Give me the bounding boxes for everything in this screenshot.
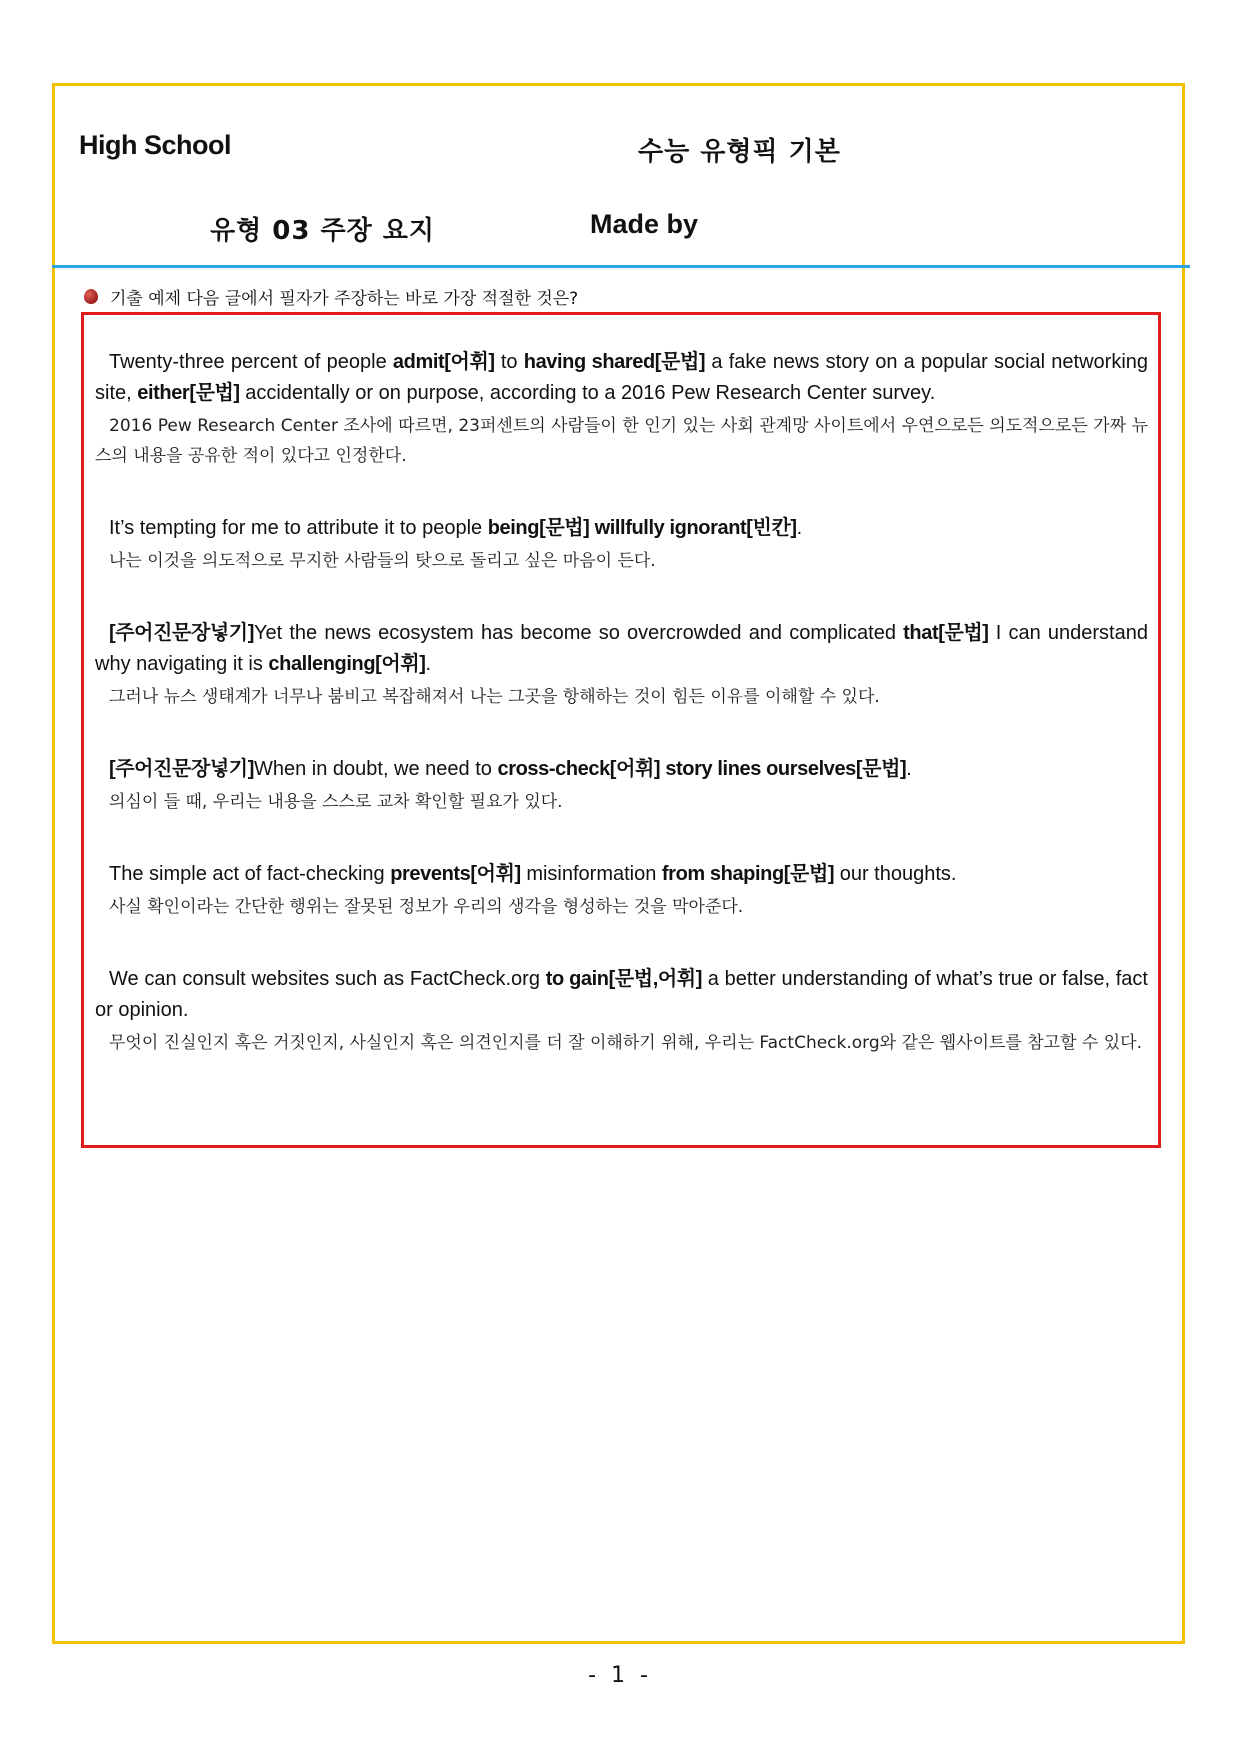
sentence-text: We can consult websites such as FactCheck.org bbox=[109, 968, 546, 990]
sentence-text: . bbox=[906, 758, 912, 780]
sentence-text: our thoughts. bbox=[834, 863, 957, 885]
series-title: 수능 유형픽 기본 bbox=[638, 137, 841, 167]
english-sentence bbox=[95, 618, 1148, 680]
annotated-phrase: prevents[어휘] bbox=[390, 863, 521, 885]
sentence-text: accidentally or on purpose, according to a 2016 Pew Research Center survey. bbox=[239, 382, 936, 404]
sentence-text: to bbox=[494, 351, 524, 373]
question-text: 기출 예제 다음 글에서 필자가 주장하는 바로 가장 적절한 것은? bbox=[110, 289, 579, 309]
korean-translation: 2016 Pew Research Center 조사에 따르면, 23퍼센트의 사람들이 한 인기 있는 사회 관계망 사이트에서 우연으로든 의도적으로든 가짜 뉴스의 내용을 공유한 적이 있다고 인정한다. bbox=[95, 416, 1148, 466]
sentence-text: The simple act of fact-checking bbox=[109, 863, 391, 885]
english-sentence bbox=[95, 754, 1148, 785]
passage-block bbox=[95, 859, 1148, 922]
sentence-text: . bbox=[425, 653, 432, 675]
annotated-phrase: having shared[문법] bbox=[523, 351, 706, 373]
korean-translation: 나는 이것을 의도적으로 무지한 사람들의 탓으로 돌리고 싶은 마음이 든다. bbox=[109, 551, 656, 571]
english-sentence bbox=[95, 964, 1148, 1026]
sentence-text: Yet the news ecosystem has become so overcrowded and complicated bbox=[253, 622, 904, 644]
school-level-label: High School bbox=[79, 130, 231, 160]
annotated-phrase: that[문법] bbox=[903, 622, 989, 644]
passage-block bbox=[95, 754, 1148, 817]
english-sentence bbox=[95, 513, 1148, 544]
korean-translation: 그러나 뉴스 생태계가 너무나 붐비고 복잡해져서 나는 그곳을 항해하는 것이 힘든 이유를 이해할 수 있다. bbox=[109, 687, 880, 707]
annotated-phrase: either[문법] bbox=[137, 382, 240, 404]
passage-block bbox=[95, 964, 1148, 1058]
annotated-phrase: challenging[어휘] bbox=[268, 653, 426, 675]
sentence-text: a better understanding of what’s true or false, fact or opinion. bbox=[95, 968, 1148, 1021]
korean-translation: 사실 확인이라는 간단한 행위는 잘못된 정보가 우리의 생각을 형성하는 것을 막아준다. bbox=[109, 897, 744, 917]
sentence-text: a fake news story on a popular social networking site, bbox=[95, 351, 1149, 404]
sentence-text: It’s tempting for me to attribute it to people bbox=[109, 517, 488, 539]
passage-block bbox=[95, 347, 1148, 471]
english-sentence bbox=[95, 347, 1148, 409]
annotated-phrase: [주어진문장넣기] bbox=[109, 758, 254, 780]
sentence-text: When in doubt, we need to bbox=[253, 758, 498, 780]
passage-block bbox=[95, 618, 1148, 712]
korean-translation: 무엇이 진실인지 혹은 거짓인지, 사실인지 혹은 의견인지를 더 잘 이해하기 위해, 우리는 FactCheck.org와 같은 웹사이트를 참고할 수 있다. bbox=[109, 1033, 1142, 1053]
strawberry-bullet-icon bbox=[84, 289, 98, 304]
question-type-label: 유형 03 주장 요지 bbox=[210, 216, 436, 246]
sentence-text: . bbox=[796, 517, 803, 539]
english-sentence bbox=[95, 859, 1148, 890]
passage-box bbox=[81, 312, 1161, 1148]
passage-block bbox=[95, 513, 1148, 576]
passage-list bbox=[95, 347, 1148, 1058]
sentence-text: I can understand why navigating it is bbox=[95, 622, 1148, 675]
annotated-phrase: to gain[문법,어휘] bbox=[545, 968, 702, 990]
question-prompt bbox=[84, 284, 578, 309]
annotated-phrase: [주어진문장넣기] bbox=[109, 622, 254, 644]
page-number: - 1 - bbox=[588, 1663, 652, 1688]
korean-translation: 의심이 들 때, 우리는 내용을 스스로 교차 확인할 필요가 있다. bbox=[109, 792, 563, 812]
sentence-text: Twenty-three percent of people bbox=[109, 351, 393, 373]
sentence-text: misinformation bbox=[520, 863, 662, 885]
author-label: Made by bbox=[590, 209, 699, 239]
annotated-phrase: being[문법] willfully ignorant[빈칸] bbox=[487, 517, 797, 539]
annotated-phrase: admit[어휘] bbox=[392, 351, 495, 373]
annotated-phrase: cross-check[어휘] story lines ourselves[문법] bbox=[497, 758, 907, 780]
header-divider bbox=[52, 265, 1190, 268]
annotated-phrase: from shaping[문법] bbox=[661, 863, 835, 885]
